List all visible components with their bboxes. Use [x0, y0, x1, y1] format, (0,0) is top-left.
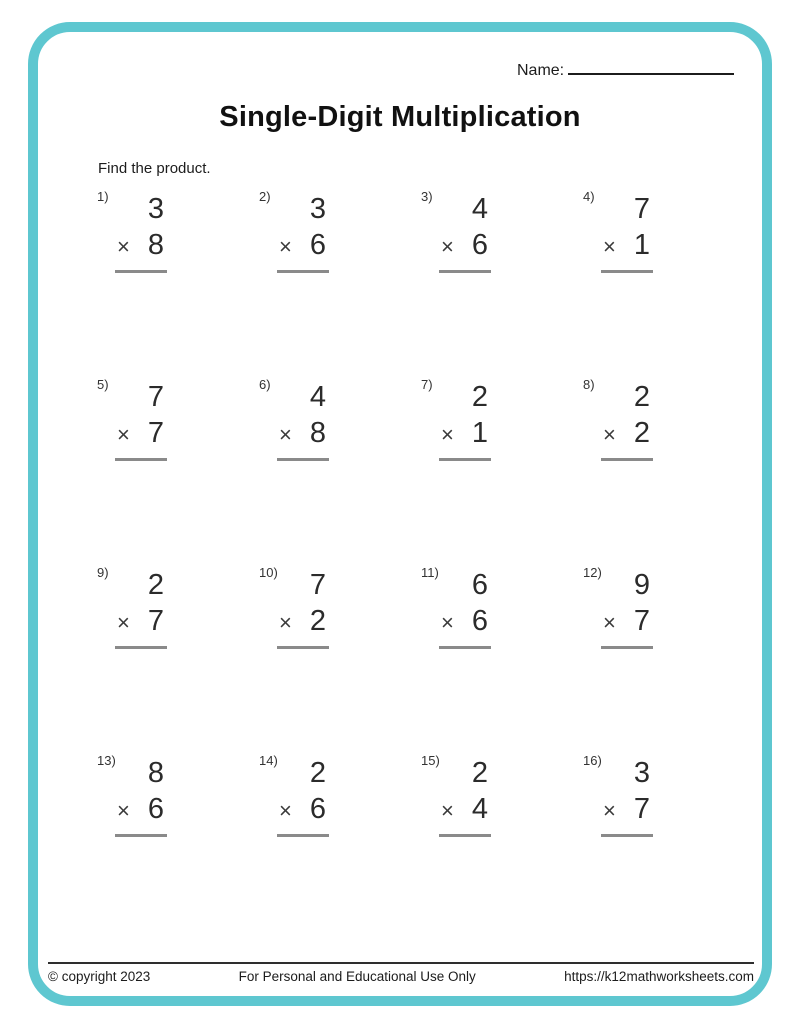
problem-number-label: 10)	[259, 565, 278, 580]
multiply-row	[115, 791, 167, 829]
multiplicand: 9	[633, 569, 650, 601]
footer-usage: For Personal and Educational Use Only	[238, 969, 476, 984]
multiply-row	[439, 791, 491, 829]
multiply-row	[277, 603, 329, 641]
multiplicand: 2	[309, 757, 326, 789]
multiply-row	[601, 415, 653, 453]
problem-cell	[421, 564, 583, 752]
problem-cell	[259, 752, 421, 940]
problem-number-label: 1)	[97, 189, 109, 204]
problem-stack[interactable]	[439, 191, 491, 273]
problem-number-label: 7)	[421, 377, 433, 392]
multiply-sign: ×	[603, 610, 616, 635]
footer-copyright: © copyright 2023	[48, 969, 151, 984]
problem-cell	[583, 752, 745, 940]
multiply-row	[115, 415, 167, 453]
multiplicand: 4	[471, 193, 488, 225]
problem-stack[interactable]	[115, 755, 167, 837]
multiplicand: 7	[633, 193, 650, 225]
multiplier: 8	[309, 417, 326, 449]
multiplier: 6	[147, 793, 164, 825]
problem-cell	[97, 752, 259, 940]
multiply-row	[439, 603, 491, 641]
problem-cell	[259, 376, 421, 564]
multiplier: 7	[147, 417, 164, 449]
multiply-sign: ×	[117, 422, 130, 447]
multiply-sign: ×	[441, 234, 454, 259]
problem-stack[interactable]	[601, 379, 653, 461]
multiplicand: 4	[309, 381, 326, 413]
multiplier: 2	[309, 605, 326, 637]
multiplier: 2	[633, 417, 650, 449]
multiply-sign: ×	[117, 798, 130, 823]
problem-stack[interactable]	[601, 191, 653, 273]
problem-cell	[583, 376, 745, 564]
problem-stack[interactable]	[439, 567, 491, 649]
name-row	[517, 59, 734, 80]
problem-stack[interactable]	[277, 191, 329, 273]
multiply-sign: ×	[117, 610, 130, 635]
problem-cell	[97, 564, 259, 752]
problem-cell	[583, 188, 745, 376]
footer	[48, 969, 754, 984]
multiply-sign: ×	[279, 422, 292, 447]
problem-cell	[421, 376, 583, 564]
footer-url[interactable]: https://k12mathworksheets.com	[564, 969, 754, 984]
problem-stack[interactable]	[115, 567, 167, 649]
multiplier: 6	[309, 793, 326, 825]
multiplier: 6	[309, 229, 326, 261]
multiply-sign: ×	[603, 422, 616, 447]
multiply-row	[439, 227, 491, 265]
problem-stack[interactable]	[601, 567, 653, 649]
page-title: Single-Digit Multiplication	[219, 101, 581, 133]
problem-stack[interactable]	[439, 379, 491, 461]
multiplier: 6	[471, 605, 488, 637]
problem-number-label: 13)	[97, 753, 116, 768]
multiply-sign: ×	[279, 234, 292, 259]
multiply-row	[601, 603, 653, 641]
problem-number-label: 15)	[421, 753, 440, 768]
problem-cell	[259, 188, 421, 376]
multiplier: 1	[633, 229, 650, 261]
multiplier: 1	[471, 417, 488, 449]
multiplicand: 7	[147, 381, 164, 413]
multiplicand: 8	[147, 757, 164, 789]
multiply-row	[277, 791, 329, 829]
multiplicand: 7	[309, 569, 326, 601]
multiplicand: 2	[471, 381, 488, 413]
multiplier: 8	[147, 229, 164, 261]
multiply-row	[601, 227, 653, 265]
problem-stack[interactable]	[115, 191, 167, 273]
multiply-sign: ×	[117, 234, 130, 259]
footer-divider	[48, 962, 754, 964]
multiplicand: 3	[309, 193, 326, 225]
multiplicand: 2	[633, 381, 650, 413]
multiply-sign: ×	[441, 422, 454, 447]
problem-number-label: 2)	[259, 189, 271, 204]
problem-number-label: 3)	[421, 189, 433, 204]
problem-stack[interactable]	[277, 379, 329, 461]
problem-number-label: 11)	[421, 565, 439, 580]
name-label: Name:	[517, 62, 565, 79]
multiplicand: 2	[147, 569, 164, 601]
problem-number-label: 4)	[583, 189, 595, 204]
multiply-sign: ×	[603, 234, 616, 259]
multiply-sign: ×	[603, 798, 616, 823]
multiplier: 6	[471, 229, 488, 261]
problem-number-label: 5)	[97, 377, 109, 392]
instruction-text: Find the product.	[98, 160, 211, 177]
multiply-row	[277, 227, 329, 265]
name-blank-line[interactable]	[568, 59, 734, 75]
problem-stack[interactable]	[115, 379, 167, 461]
problem-cell	[259, 564, 421, 752]
problem-cell	[97, 376, 259, 564]
problem-cell	[97, 188, 259, 376]
problem-stack[interactable]	[601, 755, 653, 837]
multiply-row	[439, 415, 491, 453]
problem-stack[interactable]	[439, 755, 491, 837]
problem-cell	[583, 564, 745, 752]
problem-number-label: 12)	[583, 565, 602, 580]
problem-cell	[421, 752, 583, 940]
multiply-row	[115, 227, 167, 265]
multiply-sign: ×	[279, 798, 292, 823]
problem-number-label: 8)	[583, 377, 595, 392]
multiplier: 7	[147, 605, 164, 637]
problem-stack[interactable]	[277, 755, 329, 837]
multiplier: 7	[633, 793, 650, 825]
multiply-row	[277, 415, 329, 453]
problem-number-label: 16)	[583, 753, 602, 768]
multiply-sign: ×	[279, 610, 292, 635]
problem-number-label: 6)	[259, 377, 271, 392]
multiplier: 4	[471, 793, 488, 825]
problems-grid	[97, 188, 745, 940]
problem-cell	[421, 188, 583, 376]
multiply-sign: ×	[441, 798, 454, 823]
multiplicand: 3	[147, 193, 164, 225]
multiplicand: 3	[633, 757, 650, 789]
multiply-sign: ×	[441, 610, 454, 635]
problem-number-label: 14)	[259, 753, 278, 768]
multiply-row	[601, 791, 653, 829]
multiplicand: 2	[471, 757, 488, 789]
multiply-row	[115, 603, 167, 641]
problem-stack[interactable]	[277, 567, 329, 649]
multiplier: 7	[633, 605, 650, 637]
multiplicand: 6	[471, 569, 488, 601]
problem-number-label: 9)	[97, 565, 109, 580]
